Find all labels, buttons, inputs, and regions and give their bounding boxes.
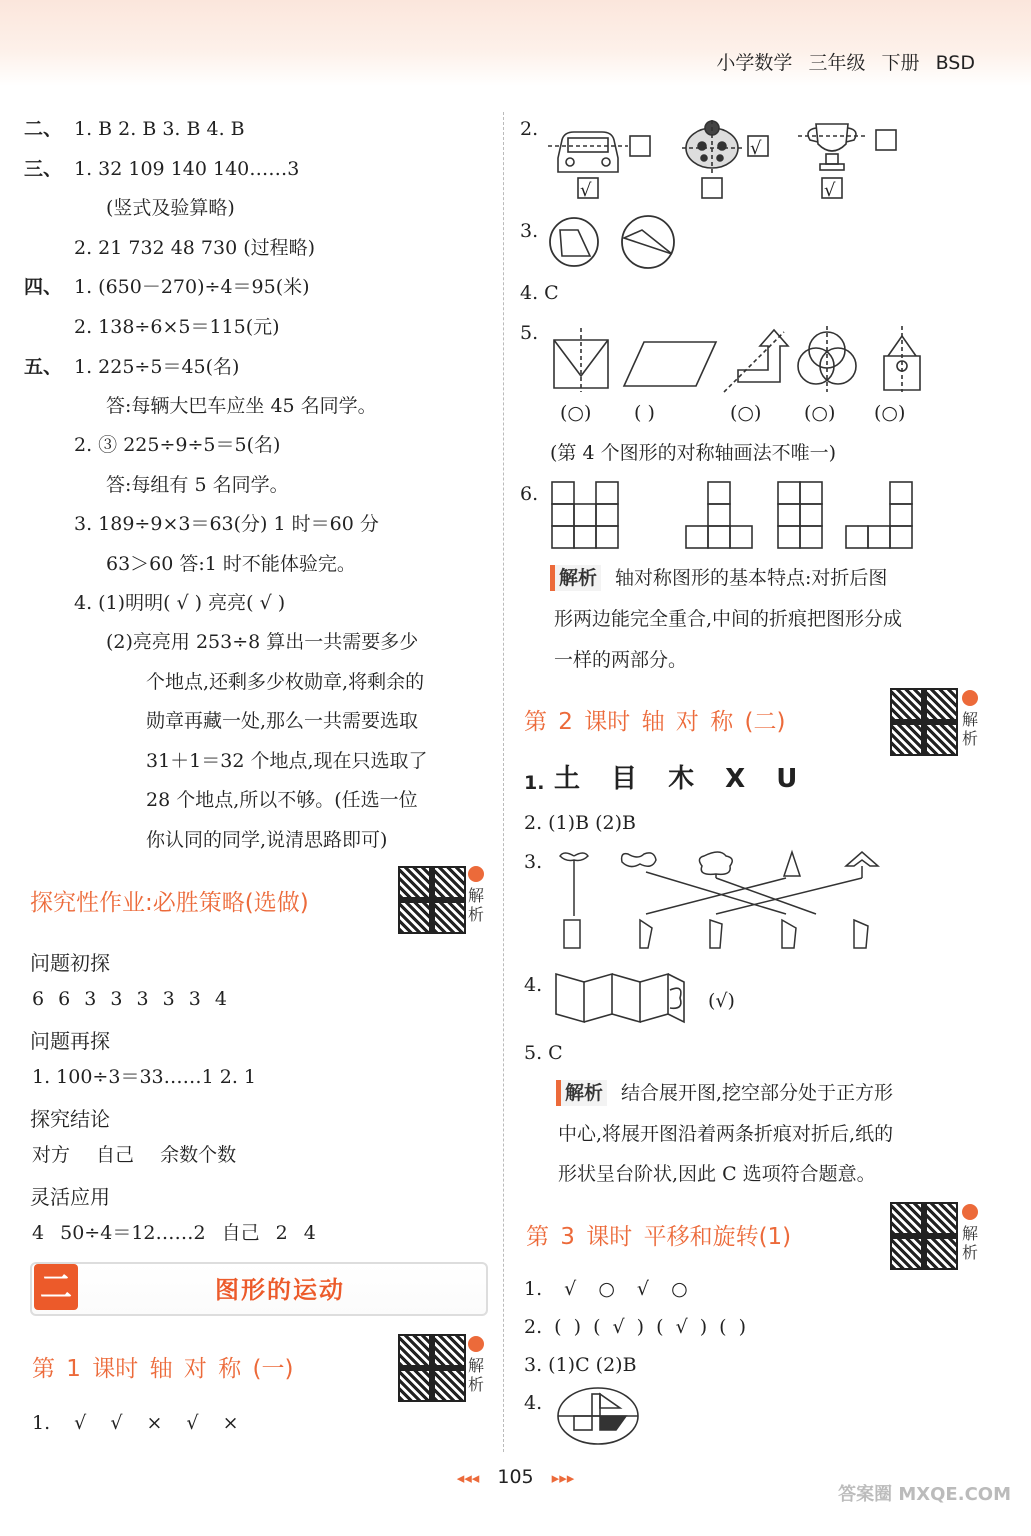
- qr-code-icon[interactable]: [890, 688, 958, 756]
- q-number: 3.: [520, 220, 539, 242]
- answer-line: 2. ③ 225÷9÷5＝5(名): [74, 434, 281, 456]
- q4-answer: 4 50÷4＝12……2 自己 2 4: [32, 1222, 316, 1244]
- q-number: 1.: [524, 772, 545, 794]
- q1-answer: 6 6 3 3 3 3 3 4: [32, 988, 227, 1010]
- answer-line: 4. (1)明明( √ ) 亮亮( √ ): [74, 592, 286, 614]
- mark: (○): [804, 402, 836, 424]
- q4-title: 灵活应用: [30, 1185, 110, 1209]
- qr-code-icon[interactable]: [398, 1334, 466, 1402]
- symmetry-shapes-q5: [548, 326, 948, 394]
- answer-line: (2)亮亮用 253÷8 算出一共需要多少: [106, 631, 419, 653]
- grid-figures-q6: [550, 482, 920, 548]
- answer-line: 1. (650－270)÷4＝95(米): [74, 276, 310, 298]
- play-icon: [468, 866, 484, 882]
- trophy-icon: [798, 124, 866, 170]
- q-number: 4.: [524, 1392, 543, 1414]
- qr-label: 解析: [467, 886, 484, 924]
- q-number: 5.: [520, 322, 539, 344]
- prev-arrows-icon: ◂◂◂: [456, 1469, 480, 1487]
- q-number: 6.: [520, 483, 539, 505]
- section-3-label: 三、: [24, 158, 63, 180]
- qr-label: 解析: [961, 1224, 978, 1262]
- answer-line: 答:每辆大巴车应坐 45 名同学。: [106, 395, 377, 417]
- analysis-text: 形状呈台阶状,因此 C 选项符合题意。: [558, 1163, 876, 1185]
- answer-line: 个地点,还剩多少枚勋章,将剩余的: [146, 671, 425, 693]
- book-info: [716, 48, 975, 75]
- analysis-text: 一样的两部分。: [554, 649, 688, 671]
- q-number: 2.: [520, 118, 539, 140]
- svg-text:√: √: [580, 180, 592, 201]
- mark: (○): [874, 402, 906, 424]
- lesson3-answer1: 1. √ ○ √ ○: [524, 1278, 688, 1300]
- q2-answer: 1. 100÷3＝33……1 2. 1: [32, 1066, 257, 1088]
- answer-line: 勋章再藏一处,那么一共需要选取: [146, 710, 419, 732]
- car-icon: [548, 132, 628, 172]
- q4-mark: (√): [708, 990, 735, 1012]
- q3-answer: 对方 自己 余数个数: [32, 1144, 237, 1166]
- analysis-label: 解析: [550, 565, 601, 591]
- answer-line: 2. 21 732 48 730 (过程略): [74, 237, 316, 259]
- symmetric-chars: 土 目 木 X U: [554, 764, 798, 794]
- q2-title: 问题再探: [30, 1029, 110, 1053]
- answer-line: 你认同的同学,说清思路即可): [146, 829, 388, 851]
- analysis-text: 轴对称图形的基本特点:对折后图: [615, 567, 888, 589]
- q1-title: 问题初探: [30, 951, 110, 975]
- page-number: 105: [497, 1466, 534, 1488]
- explore-title: 探究性作业:必胜策略(选做): [30, 890, 309, 916]
- lesson3-title: 第 3 课时 平移和旋转(1): [526, 1224, 792, 1250]
- section-2-label: 二、: [24, 118, 63, 140]
- chapter-number: 二: [34, 1264, 78, 1310]
- lesson3-answer3: 3. (1)C (2)B: [524, 1354, 637, 1376]
- answer-line: 28 个地点,所以不够。(任选一位: [146, 789, 418, 811]
- answer-line: 1. 32 109 140 140……3: [74, 158, 300, 180]
- svg-text:√: √: [824, 180, 836, 201]
- analysis-1: [550, 565, 887, 591]
- column-divider: [503, 112, 504, 1452]
- lesson1-title: 第 1 课时 轴 对 称 (一): [32, 1356, 294, 1382]
- lesson1-answer1: 1. √ √ × √ ×: [32, 1412, 239, 1434]
- subject: 小学数学: [716, 52, 793, 74]
- section-5-label: 五、: [24, 356, 63, 378]
- analysis-text: 中心,将展开图沿着两条折痕对折后,纸的: [558, 1123, 894, 1145]
- rotation-figure-q4: [556, 1386, 646, 1446]
- section-4-label: 四、: [24, 276, 63, 298]
- edition: BSD: [935, 52, 975, 74]
- answer-line: 63＞60 答:1 时不能体验完。: [106, 553, 356, 575]
- answer-line: 31＋1＝32 个地点,现在只选取了: [146, 750, 428, 772]
- answer-line: 2. 138÷6×5＝115(元): [74, 316, 280, 338]
- q-number: 4.: [524, 974, 543, 996]
- ladybug-icon: [682, 120, 742, 174]
- analysis-2: [556, 1080, 893, 1106]
- folded-paper-q4: [554, 970, 694, 1026]
- answer-line: 答:每组有 5 名同学。: [106, 474, 289, 496]
- q3-title: 探究结论: [30, 1107, 110, 1131]
- mark: (○): [560, 402, 592, 424]
- play-icon: [962, 690, 978, 706]
- grade: 三年级: [808, 52, 866, 74]
- answer-line: 3. 189÷9×3＝63(分) 1 时＝60 分: [74, 513, 379, 535]
- play-icon: [468, 1336, 484, 1352]
- volume: 下册: [881, 52, 920, 74]
- qr-label: 解析: [961, 710, 978, 748]
- q-number: 3.: [524, 851, 543, 873]
- qr-code-icon[interactable]: [398, 866, 466, 934]
- symmetry-figures-q2: [548, 118, 1008, 204]
- play-icon: [962, 1204, 978, 1220]
- answer-line: 1. 225÷5＝45(名): [74, 356, 240, 378]
- analysis-label: 解析: [556, 1080, 607, 1106]
- answer-line: 1. B 2. B 3. B 4. B: [74, 118, 245, 140]
- lesson3-answer2: 2. ( ) ( √ ) ( √ ) ( ): [524, 1316, 747, 1338]
- q4-answer-c: 4. C: [520, 282, 559, 304]
- matching-half-figures-q3: [556, 848, 886, 954]
- svg-text:√: √: [750, 138, 762, 159]
- watermark: 答案圈 MXQE.COM: [838, 1484, 1011, 1505]
- lesson2-answer2: 2. (1)B (2)B: [524, 812, 636, 834]
- mark: (○): [730, 402, 762, 424]
- q5-note: (第 4 个图形的对称轴画法不唯一): [550, 442, 836, 464]
- lesson2-answer5: 5. C: [524, 1042, 563, 1064]
- mark: ( ): [634, 402, 655, 424]
- qr-code-icon[interactable]: [890, 1202, 958, 1270]
- analysis-text: 结合展开图,挖空部分处于正方形: [621, 1082, 894, 1104]
- chapter-name: 图形的运动: [215, 1276, 345, 1304]
- next-arrows-icon: ▸▸▸: [551, 1469, 575, 1487]
- lesson2-title: 第 2 课时 轴 对 称 (二): [524, 709, 786, 735]
- shapes-q3: [548, 216, 688, 270]
- qr-label: 解析: [467, 1356, 484, 1394]
- answer-line: (竖式及验算略): [106, 197, 235, 219]
- analysis-text: 形两边能完全重合,中间的折痕把图形分成: [554, 608, 903, 630]
